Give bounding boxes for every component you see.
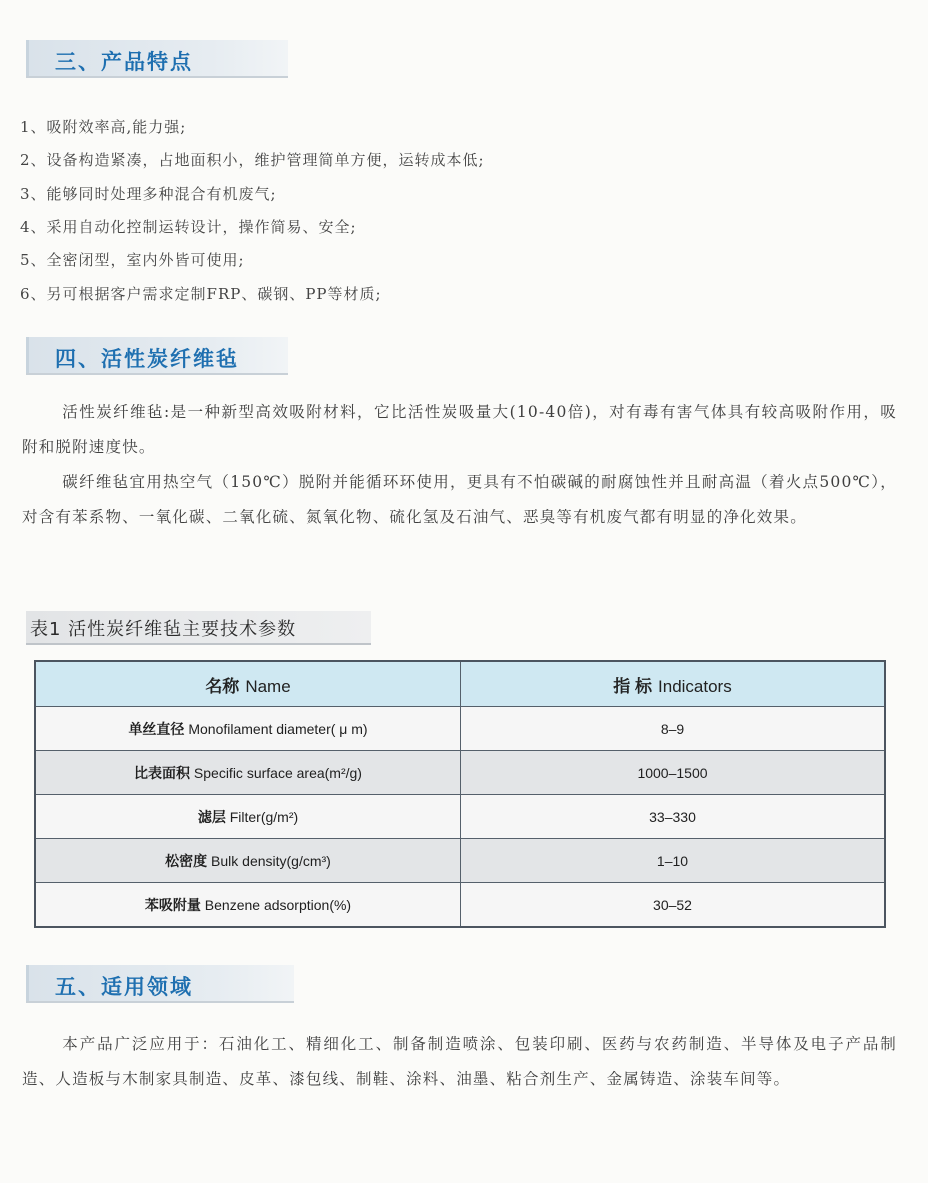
feature-item: 1、吸附效率高,能力强; xyxy=(20,118,187,136)
feature-item: 2、设备构造紧凑，占地面积小，维护管理简单方便，运转成本低; xyxy=(20,151,485,169)
divider xyxy=(26,373,288,375)
section-applications-heading xyxy=(26,965,294,1003)
section-title: 三、产品特点 xyxy=(55,50,193,74)
table-row xyxy=(35,707,885,751)
table-row xyxy=(35,751,885,795)
table-row xyxy=(35,839,885,883)
feature-item: 6、另可根据客户需求定制FRP、碳钢、PP等材质; xyxy=(20,285,382,303)
section-title: 四、活性炭纤维毡 xyxy=(55,347,239,371)
section-features-heading xyxy=(26,40,288,78)
param-value: 1000–1500 xyxy=(461,751,886,795)
section-title: 五、适用领域 xyxy=(55,975,193,999)
feature-item: 3、能够同时处理多种混合有机废气; xyxy=(20,185,277,203)
param-value: 8–9 xyxy=(461,707,886,751)
applications-description xyxy=(22,1027,897,1097)
table-row xyxy=(35,795,885,839)
paragraph: 本产品广泛应用于：石油化工、精细化工、制备制造喷涂、包装印刷、医药与农药制造、半导体及电子产品制造、人造板与木制家具制造、皮革、漆包线、制鞋、涂料、油墨、粘合剂生产、金属铸造、涂装车间等。 xyxy=(22,1035,897,1088)
param-value: 1–10 xyxy=(461,839,886,883)
paragraph: 碳纤维毡宜用热空气（150℃）脱附并能循环环使用，更具有不怕碳碱的耐腐蚀性并且耐高温（着火点500℃），对含有苯系物、一氧化碳、二氧化硫、氮氧化物、硫化氢及石油气、恶臭等有机废气都有明显的净化效果。 xyxy=(22,473,897,526)
header-indicators: 指 标 Indicators xyxy=(461,661,886,707)
section-felt-heading xyxy=(26,337,288,375)
table-title: 表1 活性炭纤维毡主要技术参数 xyxy=(26,611,371,643)
param-name: 滤层 Filter(g/m²) xyxy=(35,795,461,839)
divider xyxy=(26,76,288,78)
divider xyxy=(26,643,371,645)
divider xyxy=(26,1001,294,1003)
paragraph: 活性炭纤维毡:是一种新型高效吸附材料，它比活性炭吸量大(10-40倍)，对有毒有害气体具有较高吸附作用，吸附和脱附速度快。 xyxy=(22,403,897,456)
spec-table xyxy=(34,660,886,928)
felt-description xyxy=(22,395,897,535)
param-name: 苯吸附量 Benzene adsorption(%) xyxy=(35,883,461,928)
param-name: 松密度 Bulk density(g/cm³) xyxy=(35,839,461,883)
param-value: 33–330 xyxy=(461,795,886,839)
feature-item: 4、采用自动化控制运转设计，操作简易、安全; xyxy=(20,218,357,236)
header-name: 名称 Name xyxy=(35,661,461,707)
table-header-row xyxy=(35,661,885,707)
param-name: 比表面积 Specific surface area(m²/g) xyxy=(35,751,461,795)
param-name: 单丝直径 Monofilament diameter( μ m) xyxy=(35,707,461,751)
feature-item: 5、全密闭型，室内外皆可使用; xyxy=(20,251,245,269)
param-value: 30–52 xyxy=(461,883,886,928)
table-row xyxy=(35,883,885,928)
